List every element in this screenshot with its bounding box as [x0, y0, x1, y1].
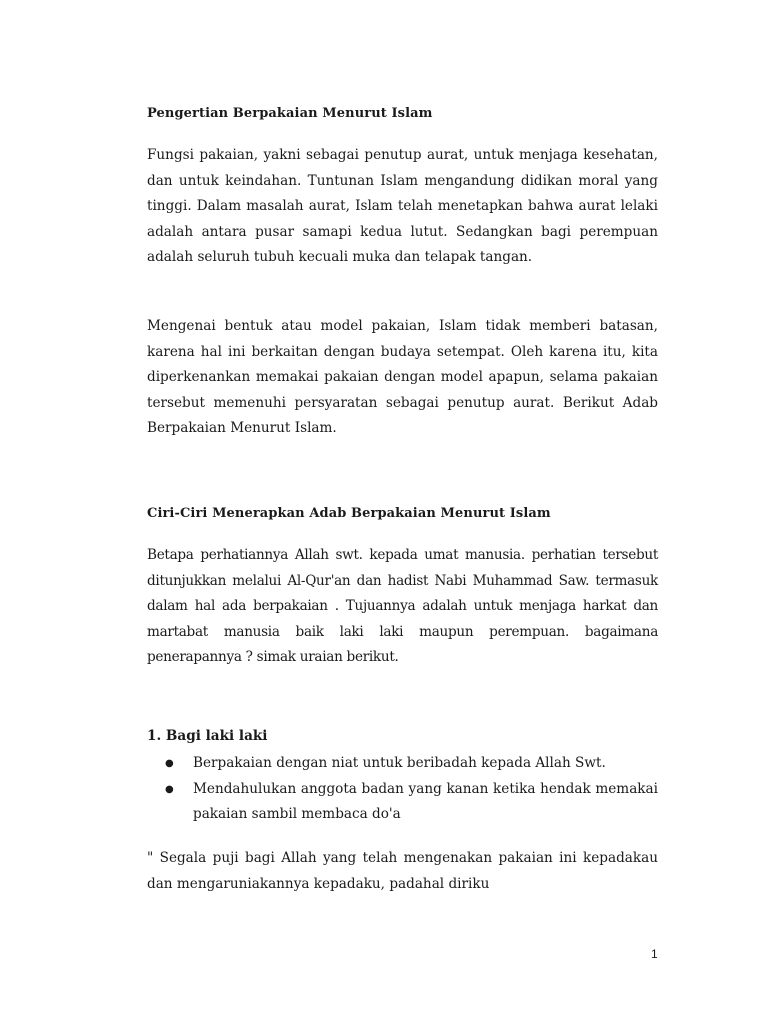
list-item	[165, 777, 658, 828]
list-item-text: Berpakaian dengan niat untuk beribadah kepada Allah Swt.	[193, 755, 606, 771]
list-heading-laki-laki: 1. Bagi laki laki	[147, 728, 268, 744]
page-number: 1	[651, 947, 658, 961]
paragraph-bentuk-pakaian: Mengenai bentuk atau model pakaian, Islam tidak memberi batasan, karena hal ini berkaitan dengan budaya setempat. Oleh karena itu, kita diperkenankan memakai pakaian dengan model apapun, selama pakaian tersebut memenuhi persyaratan sebagai penutup aurat. Berikut Adab Berpakaian Menurut Islam.	[147, 318, 658, 437]
bullet-icon: ●	[165, 758, 174, 769]
paragraph-doa-quote: " Segala puji bagi Allah yang telah mengenakan pakaian ini kepadakau dan mengaruniakannya kepadaku, padahal diriku	[147, 850, 658, 892]
list-item	[165, 751, 658, 777]
bullet-icon: ●	[165, 783, 174, 795]
paragraph-fungsi-pakaian: Fungsi pakaian, yakni sebagai penutup aurat, untuk menjaga kesehatan, dan untuk keindahan. Tuntunan Islam mengandung didikan moral yang tinggi. Dalam masalah aurat, Islam telah menetapkan bahwa aurat lelaki adalah antara pusar samapi kedua lutut. Sedangkan bagi perempuan adalah seluruh tubuh kecuali muka dan telapak tangan.	[147, 147, 658, 266]
section-heading-pengertian: Pengertian Berpakaian Menurut Islam	[147, 106, 433, 121]
list-item-text: Mendahulukan anggota badan yang kanan ketika hendak memakai pakaian sambil membaca do'a	[193, 780, 658, 823]
section-heading-ciri-ciri: Ciri-Ciri Menerapkan Adab Berpakaian Menurut Islam	[147, 506, 551, 521]
adab-bullet-list	[165, 751, 658, 828]
paragraph-perhatian-allah: Betapa perhatiannya Allah swt. kepada umat manusia. perhatian tersebut ditunjukkan melalui Al-Qur'an dan hadist Nabi Muhammad Saw. termasuk dalam hal ada berpakaian . Tujuannya adalah untuk menjaga harkat dan martabat manusia baik laki laki maupun perempuan. bagaimana penerapannya ? simak uraian berikut.	[147, 547, 658, 666]
